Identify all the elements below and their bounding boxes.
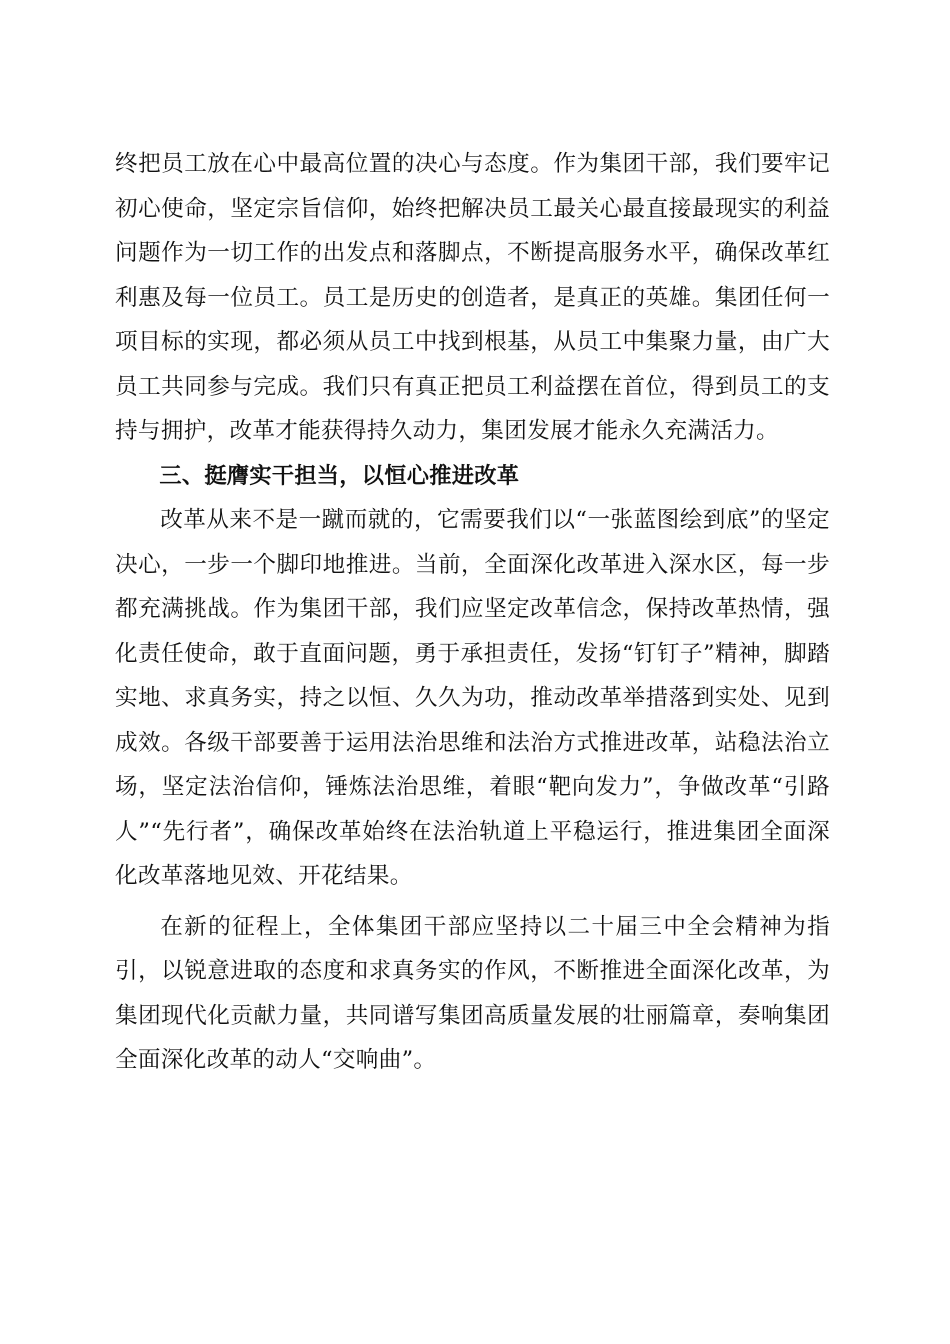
document-body xyxy=(115,142,830,1083)
paragraph-reform: 改革从来不是一蹴而就的，它需要我们以“一张蓝图绘到底”的坚定决心，一步一个脚印地推进。当前，全面深化改革进入深水区，每一步都充满挑战。作为集团干部，我们应坚定改革信念，保持改革热情，强化责任使命，敢于直面问题，勇于承担责任，发扬“钉钉子”精神，脚踏实地、求真务实，持之以恒、久久为功，推动改革举措落到实处、见到成效。各级干部要善于运用法治思维和法治方式推进改革，站稳法治立场，坚定法治信仰，锤炼法治思维，着眼“靶向发力”，争做改革“引路人”“先行者”，确保改革始终在法治轨道上平稳运行，推进集团全面深化改革落地见效、开花结果。 xyxy=(115,507,830,889)
paragraph-conclusion: 在新的征程上，全体集团干部应坚持以二十届三中全会精神为指引，以锐意进取的态度和求真务实的作风，不断推进全面深化改革，为集团现代化贡献力量，共同谱写集团高质量发展的壮丽篇章，奏响集团全面深化改革的动人“交响曲”。 xyxy=(115,913,830,1073)
section-heading: 三、挺膺实干担当，以恒心推进改革 xyxy=(159,462,520,489)
paragraph-continued: 终把员工放在心中最高位置的决心与态度。作为集团干部，我们要牢记初心使命，坚定宗旨信仰，始终把解决员工最关心最直接最现实的利益问题作为一切工作的出发点和落脚点，不断提高服务水平，确保改革红利惠及每一位员工。员工是历史的创造者，是真正的英雄。集团任何一项目标的实现，都必须从员工中找到根基，从员工中集聚力量，由广大员工共同参与完成。我们只有真正把员工利益摆在首位，得到员工的支持与拥护，改革才能获得持久动力，集团发展才能永久充满活力。 xyxy=(115,151,830,444)
